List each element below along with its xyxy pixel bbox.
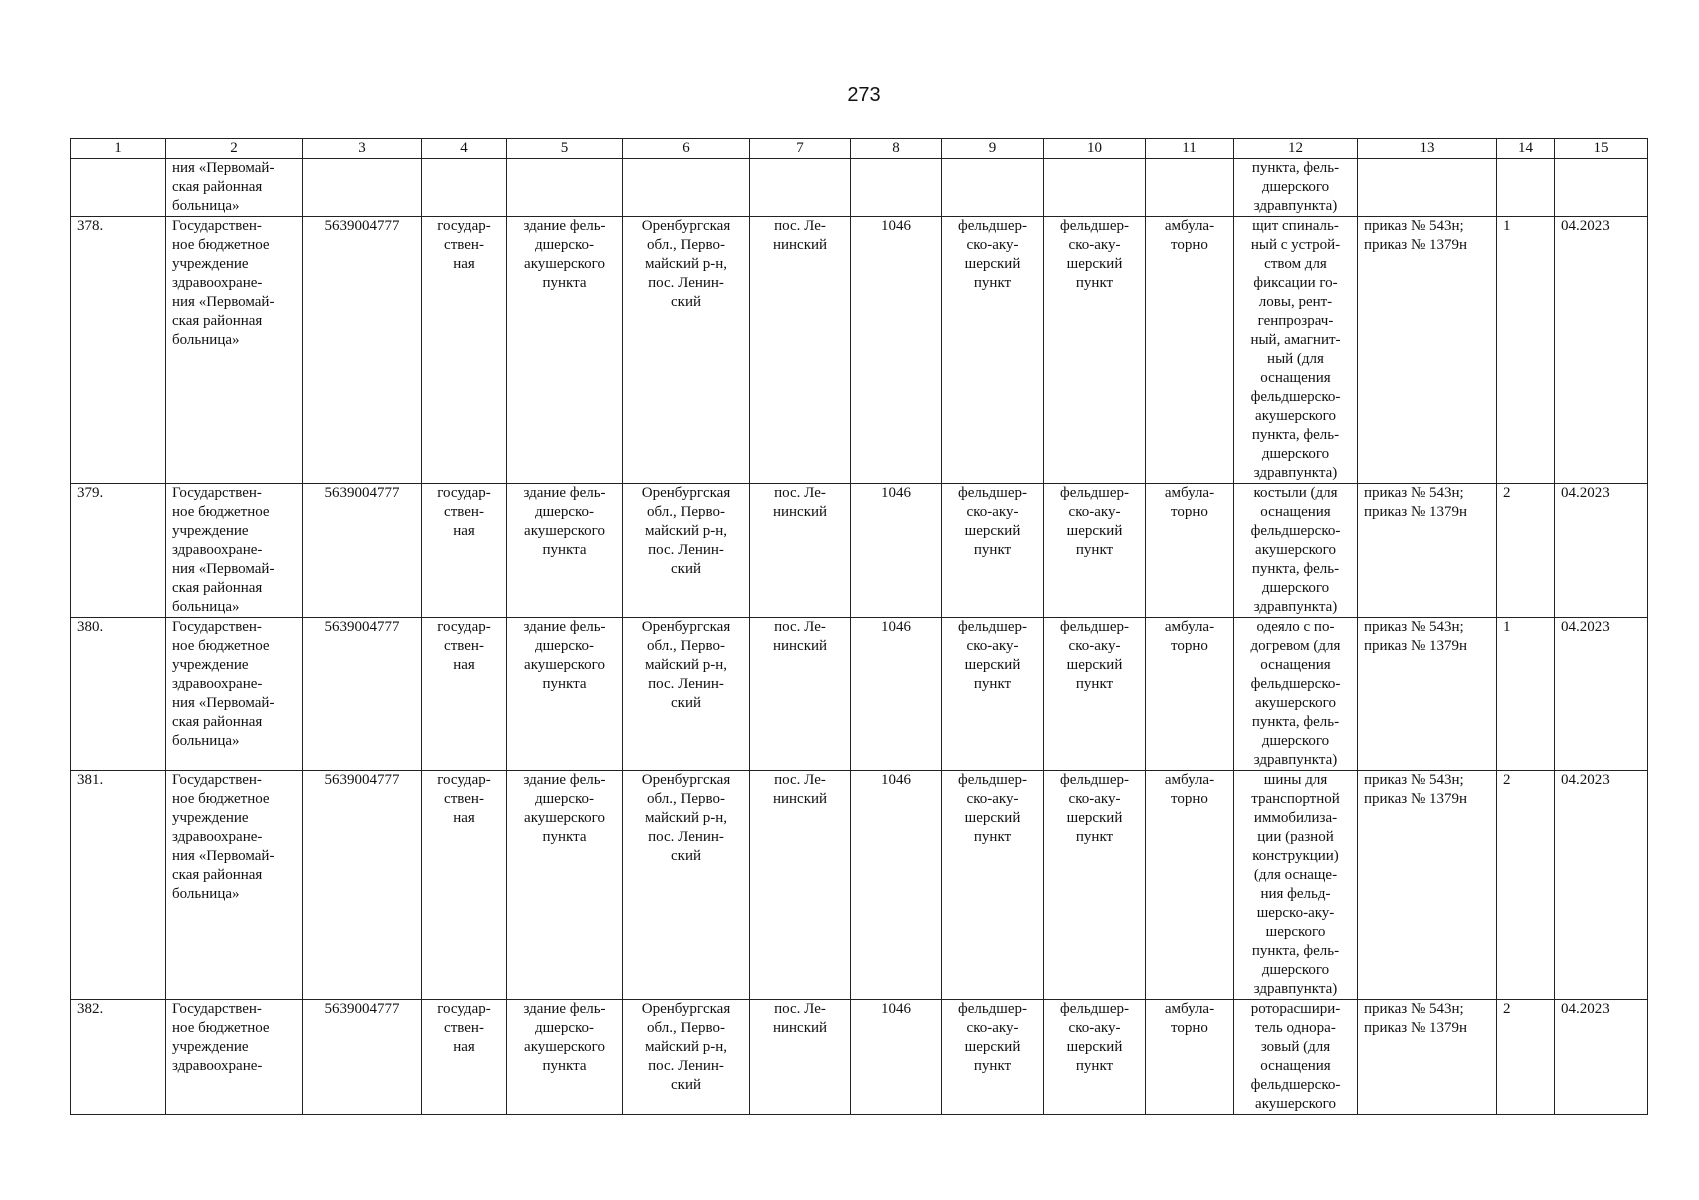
cell-basis: приказ № 543н; приказ № 1379н [1358, 771, 1497, 1000]
cell-quantity: 2 [1497, 1000, 1555, 1115]
cell-unit-type: фельдшер- ско-аку- шерский пункт [942, 217, 1044, 484]
cell-number [71, 159, 166, 217]
table-row [71, 217, 1648, 484]
cell-locality: пос. Ле- нинский [750, 618, 851, 771]
column-header: 9 [942, 139, 1044, 159]
cell-unit: фельдшер- ско-аку- шерский пункт [1044, 771, 1146, 1000]
table-row [71, 1000, 1648, 1115]
column-header: 4 [422, 139, 507, 159]
cell-address: Оренбургская обл., Перво- майский р-н, пос. Ленин- ский [623, 484, 750, 618]
cell-organization: Государствен- ное бюджетное учреждение здравоохране- [166, 1000, 303, 1115]
cell-address: Оренбургская обл., Перво- майский р-н, пос. Ленин- ский [623, 771, 750, 1000]
cell-code [851, 159, 942, 217]
column-header: 8 [851, 139, 942, 159]
cell-basis: приказ № 543н; приказ № 1379н [1358, 484, 1497, 618]
cell-inn: 5639004777 [303, 618, 422, 771]
register-table [70, 138, 1648, 1115]
cell-number: 380. [71, 618, 166, 771]
cell-unit: фельдшер- ско-аку- шерский пункт [1044, 217, 1146, 484]
page-number: 273 [847, 84, 881, 106]
cell-unit-type: фельдшер- ско-аку- шерский пункт [942, 1000, 1044, 1115]
cell-unit-type: фельдшер- ско-аку- шерский пункт [942, 618, 1044, 771]
table-row [71, 771, 1648, 1000]
cell-unit-type: фельдшер- ско-аку- шерский пункт [942, 484, 1044, 618]
cell-date [1555, 159, 1648, 217]
cell-unit: фельдшер- ско-аку- шерский пункт [1044, 618, 1146, 771]
cell-inn: 5639004777 [303, 217, 422, 484]
cell-date: 04.2023 [1555, 217, 1648, 484]
table-row [71, 618, 1648, 771]
cell-organization: Государствен- ное бюджетное учреждение здравоохране- ния «Первомай- ская районная больница» [166, 217, 303, 484]
cell-organization: Государствен- ное бюджетное учреждение здравоохране- ния «Первомай- ская районная больница» [166, 771, 303, 1000]
column-header: 15 [1555, 139, 1648, 159]
cell-quantity [1497, 159, 1555, 217]
cell-equipment: костыли (для оснащения фельдшерско- акушерского пункта, фель- дшерского здравпункта) [1234, 484, 1358, 618]
cell-equipment: ротораcшири- тель однора- зовый (для оснащения фельдшерско- акушерского [1234, 1000, 1358, 1115]
column-header: 3 [303, 139, 422, 159]
cell-basis: приказ № 543н; приказ № 1379н [1358, 618, 1497, 771]
cell-number: 381. [71, 771, 166, 1000]
cell-organization: Государствен- ное бюджетное учреждение здравоохране- ния «Первомай- ская районная больница» [166, 484, 303, 618]
cell-building: здание фель- дшерско- акушерского пункта [507, 1000, 623, 1115]
cell-ownership [422, 159, 507, 217]
column-number-row [71, 139, 1648, 159]
cell-basis: приказ № 543н; приказ № 1379н [1358, 1000, 1497, 1115]
column-header: 13 [1358, 139, 1497, 159]
cell-basis: приказ № 543н; приказ № 1379н [1358, 217, 1497, 484]
cell-address: Оренбургская обл., Перво- майский р-н, пос. Ленин- ский [623, 217, 750, 484]
cell-locality: пос. Ле- нинский [750, 771, 851, 1000]
cell-building: здание фель- дшерско- акушерского пункта [507, 484, 623, 618]
column-header: 12 [1234, 139, 1358, 159]
cell-locality [750, 159, 851, 217]
column-header: 11 [1146, 139, 1234, 159]
cell-ownership: государ- ствен- ная [422, 771, 507, 1000]
cell-number: 382. [71, 1000, 166, 1115]
cell-date: 04.2023 [1555, 618, 1648, 771]
cell-inn [303, 159, 422, 217]
cell-unit-type: фельдшер- ско-аку- шерский пункт [942, 771, 1044, 1000]
cell-date: 04.2023 [1555, 771, 1648, 1000]
cell-code: 1046 [851, 771, 942, 1000]
cell-address: Оренбургская обл., Перво- майский р-н, пос. Ленин- ский [623, 1000, 750, 1115]
cell-care [1146, 159, 1234, 217]
cell-building: здание фель- дшерско- акушерского пункта [507, 618, 623, 771]
cell-equipment: шины для транспортной иммобилиза- ции (разной конструкции) (для оснаще- ния фельд- шерско-аку- шерского пункта, фель- дшерского здравпункта) [1234, 771, 1358, 1000]
column-header: 5 [507, 139, 623, 159]
cell-unit-type [942, 159, 1044, 217]
continuation-row [71, 159, 1648, 217]
cell-basis [1358, 159, 1497, 217]
cell-inn: 5639004777 [303, 771, 422, 1000]
cell-equipment: пункта, фель- дшерского здравпункта) [1234, 159, 1358, 217]
cell-date: 04.2023 [1555, 1000, 1648, 1115]
cell-inn: 5639004777 [303, 484, 422, 618]
cell-code: 1046 [851, 484, 942, 618]
cell-address [623, 159, 750, 217]
column-header: 2 [166, 139, 303, 159]
column-header: 14 [1497, 139, 1555, 159]
cell-building: здание фель- дшерско- акушерского пункта [507, 771, 623, 1000]
column-header: 1 [71, 139, 166, 159]
cell-code: 1046 [851, 1000, 942, 1115]
cell-building: здание фель- дшерско- акушерского пункта [507, 217, 623, 484]
cell-care: амбула- торно [1146, 217, 1234, 484]
cell-ownership: государ- ствен- ная [422, 484, 507, 618]
cell-quantity: 2 [1497, 484, 1555, 618]
cell-date: 04.2023 [1555, 484, 1648, 618]
cell-care: амбула- торно [1146, 771, 1234, 1000]
cell-number: 379. [71, 484, 166, 618]
cell-unit: фельдшер- ско-аку- шерский пункт [1044, 1000, 1146, 1115]
cell-code: 1046 [851, 217, 942, 484]
cell-quantity: 1 [1497, 618, 1555, 771]
column-header: 6 [623, 139, 750, 159]
cell-care: амбула- торно [1146, 1000, 1234, 1115]
cell-quantity: 1 [1497, 217, 1555, 484]
cell-number: 378. [71, 217, 166, 484]
cell-locality: пос. Ле- нинский [750, 1000, 851, 1115]
cell-organization: ния «Первомай- ская районная больница» [166, 159, 303, 217]
cell-ownership: государ- ствен- ная [422, 217, 507, 484]
cell-locality: пос. Ле- нинский [750, 217, 851, 484]
cell-unit [1044, 159, 1146, 217]
cell-locality: пос. Ле- нинский [750, 484, 851, 618]
cell-equipment: одеяло с по- догревом (для оснащения фельдшерско- акушерского пункта, фель- дшерского здравпункта) [1234, 618, 1358, 771]
cell-code: 1046 [851, 618, 942, 771]
cell-building [507, 159, 623, 217]
column-header: 7 [750, 139, 851, 159]
table-row [71, 484, 1648, 618]
cell-care: амбула- торно [1146, 484, 1234, 618]
cell-care: амбула- торно [1146, 618, 1234, 771]
cell-unit: фельдшер- ско-аку- шерский пункт [1044, 484, 1146, 618]
cell-ownership: государ- ствен- ная [422, 1000, 507, 1115]
cell-ownership: государ- ствен- ная [422, 618, 507, 771]
cell-equipment: щит спиналь- ный с устрой- ством для фиксации го- ловы, рент- генпрозрач- ный, амагнит- ный (для оснащения фельдшерско- акушерского пункта, фель- дшерского здравпункта) [1234, 217, 1358, 484]
cell-quantity: 2 [1497, 771, 1555, 1000]
cell-organization: Государствен- ное бюджетное учреждение здравоохране- ния «Первомай- ская районная больница» [166, 618, 303, 771]
column-header: 10 [1044, 139, 1146, 159]
cell-inn: 5639004777 [303, 1000, 422, 1115]
cell-address: Оренбургская обл., Перво- майский р-н, пос. Ленин- ский [623, 618, 750, 771]
